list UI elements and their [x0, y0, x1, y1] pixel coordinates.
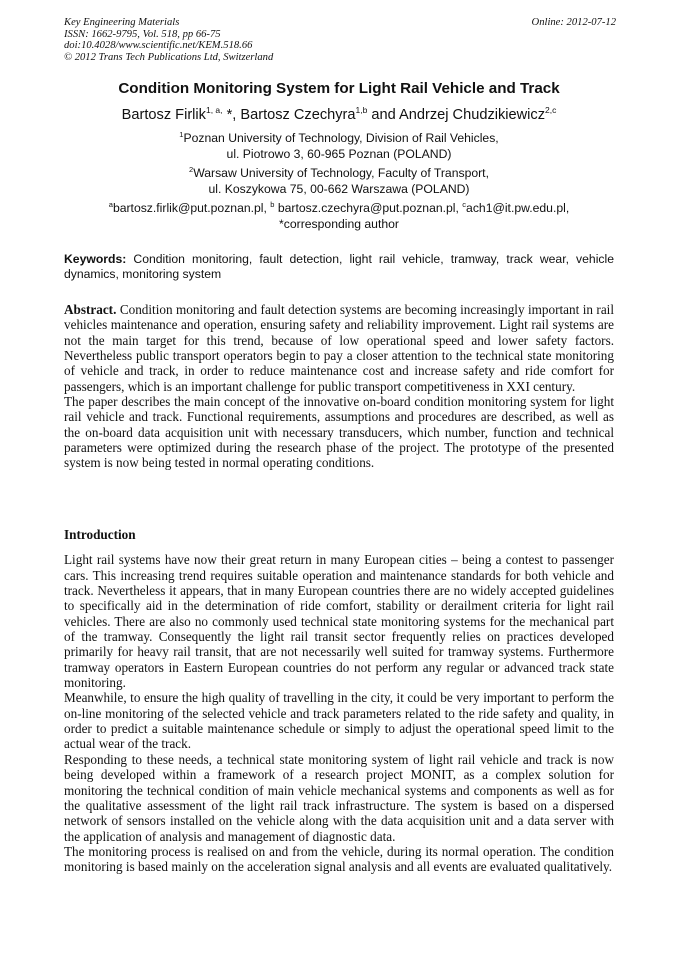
author-2-affiliation: 1,b	[355, 105, 368, 116]
affiliation-1-sup: 1	[179, 129, 184, 139]
abstract-paragraph-2: The paper describes the main concept of the innovative on-board condition monitoring system for light rail vehicle and track. Functional requirements, assumptions and procedures are described, as well as the on-board data acquisition unit with necessary transducers, which number, function and technical parameters were optimized during the research phase of the project. The prototype of the presented system is now being tested in normal operating conditions.	[64, 394, 614, 471]
email-b[interactable]: bartosz.czechyra@put.poznan.pl,	[274, 201, 463, 215]
author-conjunction: and	[367, 107, 400, 123]
journal-issn: ISSN: 1662-9795, Vol. 518, pp 66-75	[64, 28, 221, 40]
introduction-heading: Introduction	[64, 527, 136, 542]
affiliation-1-line-1: Poznan University of Technology, Division of Rail Vehicles,	[183, 131, 499, 145]
email-b-sup: b	[270, 199, 275, 209]
journal-header	[64, 17, 616, 63]
affiliation-1-line-2: ul. Piotrowo 3, 60-965 Poznan (POLAND)	[226, 147, 452, 161]
affiliation-2-line-1: Warsaw University of Technology, Faculty of Transport,	[193, 166, 489, 180]
email-c-sup: c	[462, 199, 467, 209]
affiliation-2-sup: 2	[189, 164, 194, 174]
introduction-paragraph-3: Responding to these needs, a technical state monitoring system of light rail vehicle and track is now being developed within a framework of a research project MONIT, as a complex solution for monitoring the technical condition of main vehicle mechanical systems and components as well as for the qualitative assessment of the light rail track infrastructure. The system is based on a dispersed network of sensors installed on the vehicle along with the data acquisition unit and a data server with the application of analysis and management of diagnostic data.	[64, 751, 614, 844]
introduction-section	[64, 527, 614, 875]
abstract-section	[64, 302, 614, 471]
author-list	[0, 105, 678, 125]
journal-copyright: © 2012 Trans Tech Publications Ltd, Switzerland	[64, 51, 274, 63]
email-a-sup: a	[108, 199, 113, 209]
online-date: Online: 2012-07-12	[531, 17, 616, 28]
corresponding-mark: *,	[222, 107, 241, 123]
introduction-paragraph-4: The monitoring process is realised on and from the vehicle, during its normal operation. The condition monitoring is based mainly on the acceleration signal analysis and all events are evaluated qualitatively.	[64, 843, 614, 875]
introduction-paragraph-1: Light rail systems have now their great return in many European cities – being a contest to passenger cars. This increasing trend requires suitable operation and maintenance standards for both vehicle and track. Nevertheless it appears, that in many European countries there are no widely accepted guidelines to specifically aid in the determination of ride comfort, stability or derailment criteria for light rail vehicles. There are also no commonly used technical state monitoring systems for the mechanical part of the tramway. Consequently the light rail transit sector frequently relies on practices developed primarily for heavy rail transit, that are not necessarily well suited for tramway systems. Furthermore tramway operators in Eastern European countries do not perform any regular or advanced track state monitoring.	[64, 552, 614, 691]
paper-title: Condition Monitoring System for Light Rail Vehicle and Track	[118, 80, 560, 97]
corresponding-author-note: *corresponding author	[279, 217, 399, 231]
abstract-label: Abstract.	[64, 302, 117, 317]
author-1: Bartosz Firlik	[121, 107, 206, 123]
keywords-label: Keywords:	[64, 252, 127, 266]
author-3-affiliation: 2,c	[545, 105, 557, 116]
abstract-paragraph-1	[64, 302, 614, 394]
keywords	[64, 252, 614, 282]
author-emails	[0, 200, 678, 232]
author-1-affiliation: 1, a,	[205, 105, 223, 116]
abstract-text-1: Condition monitoring and fault detection systems are becoming increasingly important in rail vehicles maintenance and operation, ensuring safety and reliability improvement. Light rail systems are not the main target for this trend, because of low operational speed and lower safety factors. Nevertheless public transport operators begin to pay a closer attention to the technical state monitoring of vehicle and track, in order to reduce maintenance cost and increase safety and ride comfort for passengers, which is an important challenge for public transport competitiveness in XXI century.	[64, 302, 614, 394]
author-3: Andrzej Chudzikiewicz	[399, 107, 546, 123]
affiliation-2-line-2: ul. Koszykowa 75, 00-662 Warszawa (POLAND)	[208, 182, 470, 196]
email-a[interactable]: bartosz.firlik@put.poznan.pl,	[112, 201, 271, 215]
keywords-text: Condition monitoring, fault detection, light rail vehicle, tramway, track wear, vehicle dynamics, monitoring system	[64, 252, 614, 281]
author-2: Bartosz Czechyra	[240, 107, 356, 123]
introduction-paragraph-2: Meanwhile, to ensure the high quality of travelling in the city, it could be very important to perform the on-line monitoring of the selected vehicle and track parameters related to the ride safety and quality, in order to predict a suitable maintenance schedule or simply to adjust the operational speed limit to the actual wear of the track.	[64, 690, 614, 752]
affiliation-1	[0, 130, 678, 162]
journal-name: Key Engineering Materials	[64, 17, 180, 28]
affiliation-2	[0, 165, 678, 197]
email-c[interactable]: ach1@it.pw.edu.pl,	[466, 201, 570, 215]
journal-doi: doi:10.4028/www.scientific.net/KEM.518.66	[64, 40, 253, 52]
